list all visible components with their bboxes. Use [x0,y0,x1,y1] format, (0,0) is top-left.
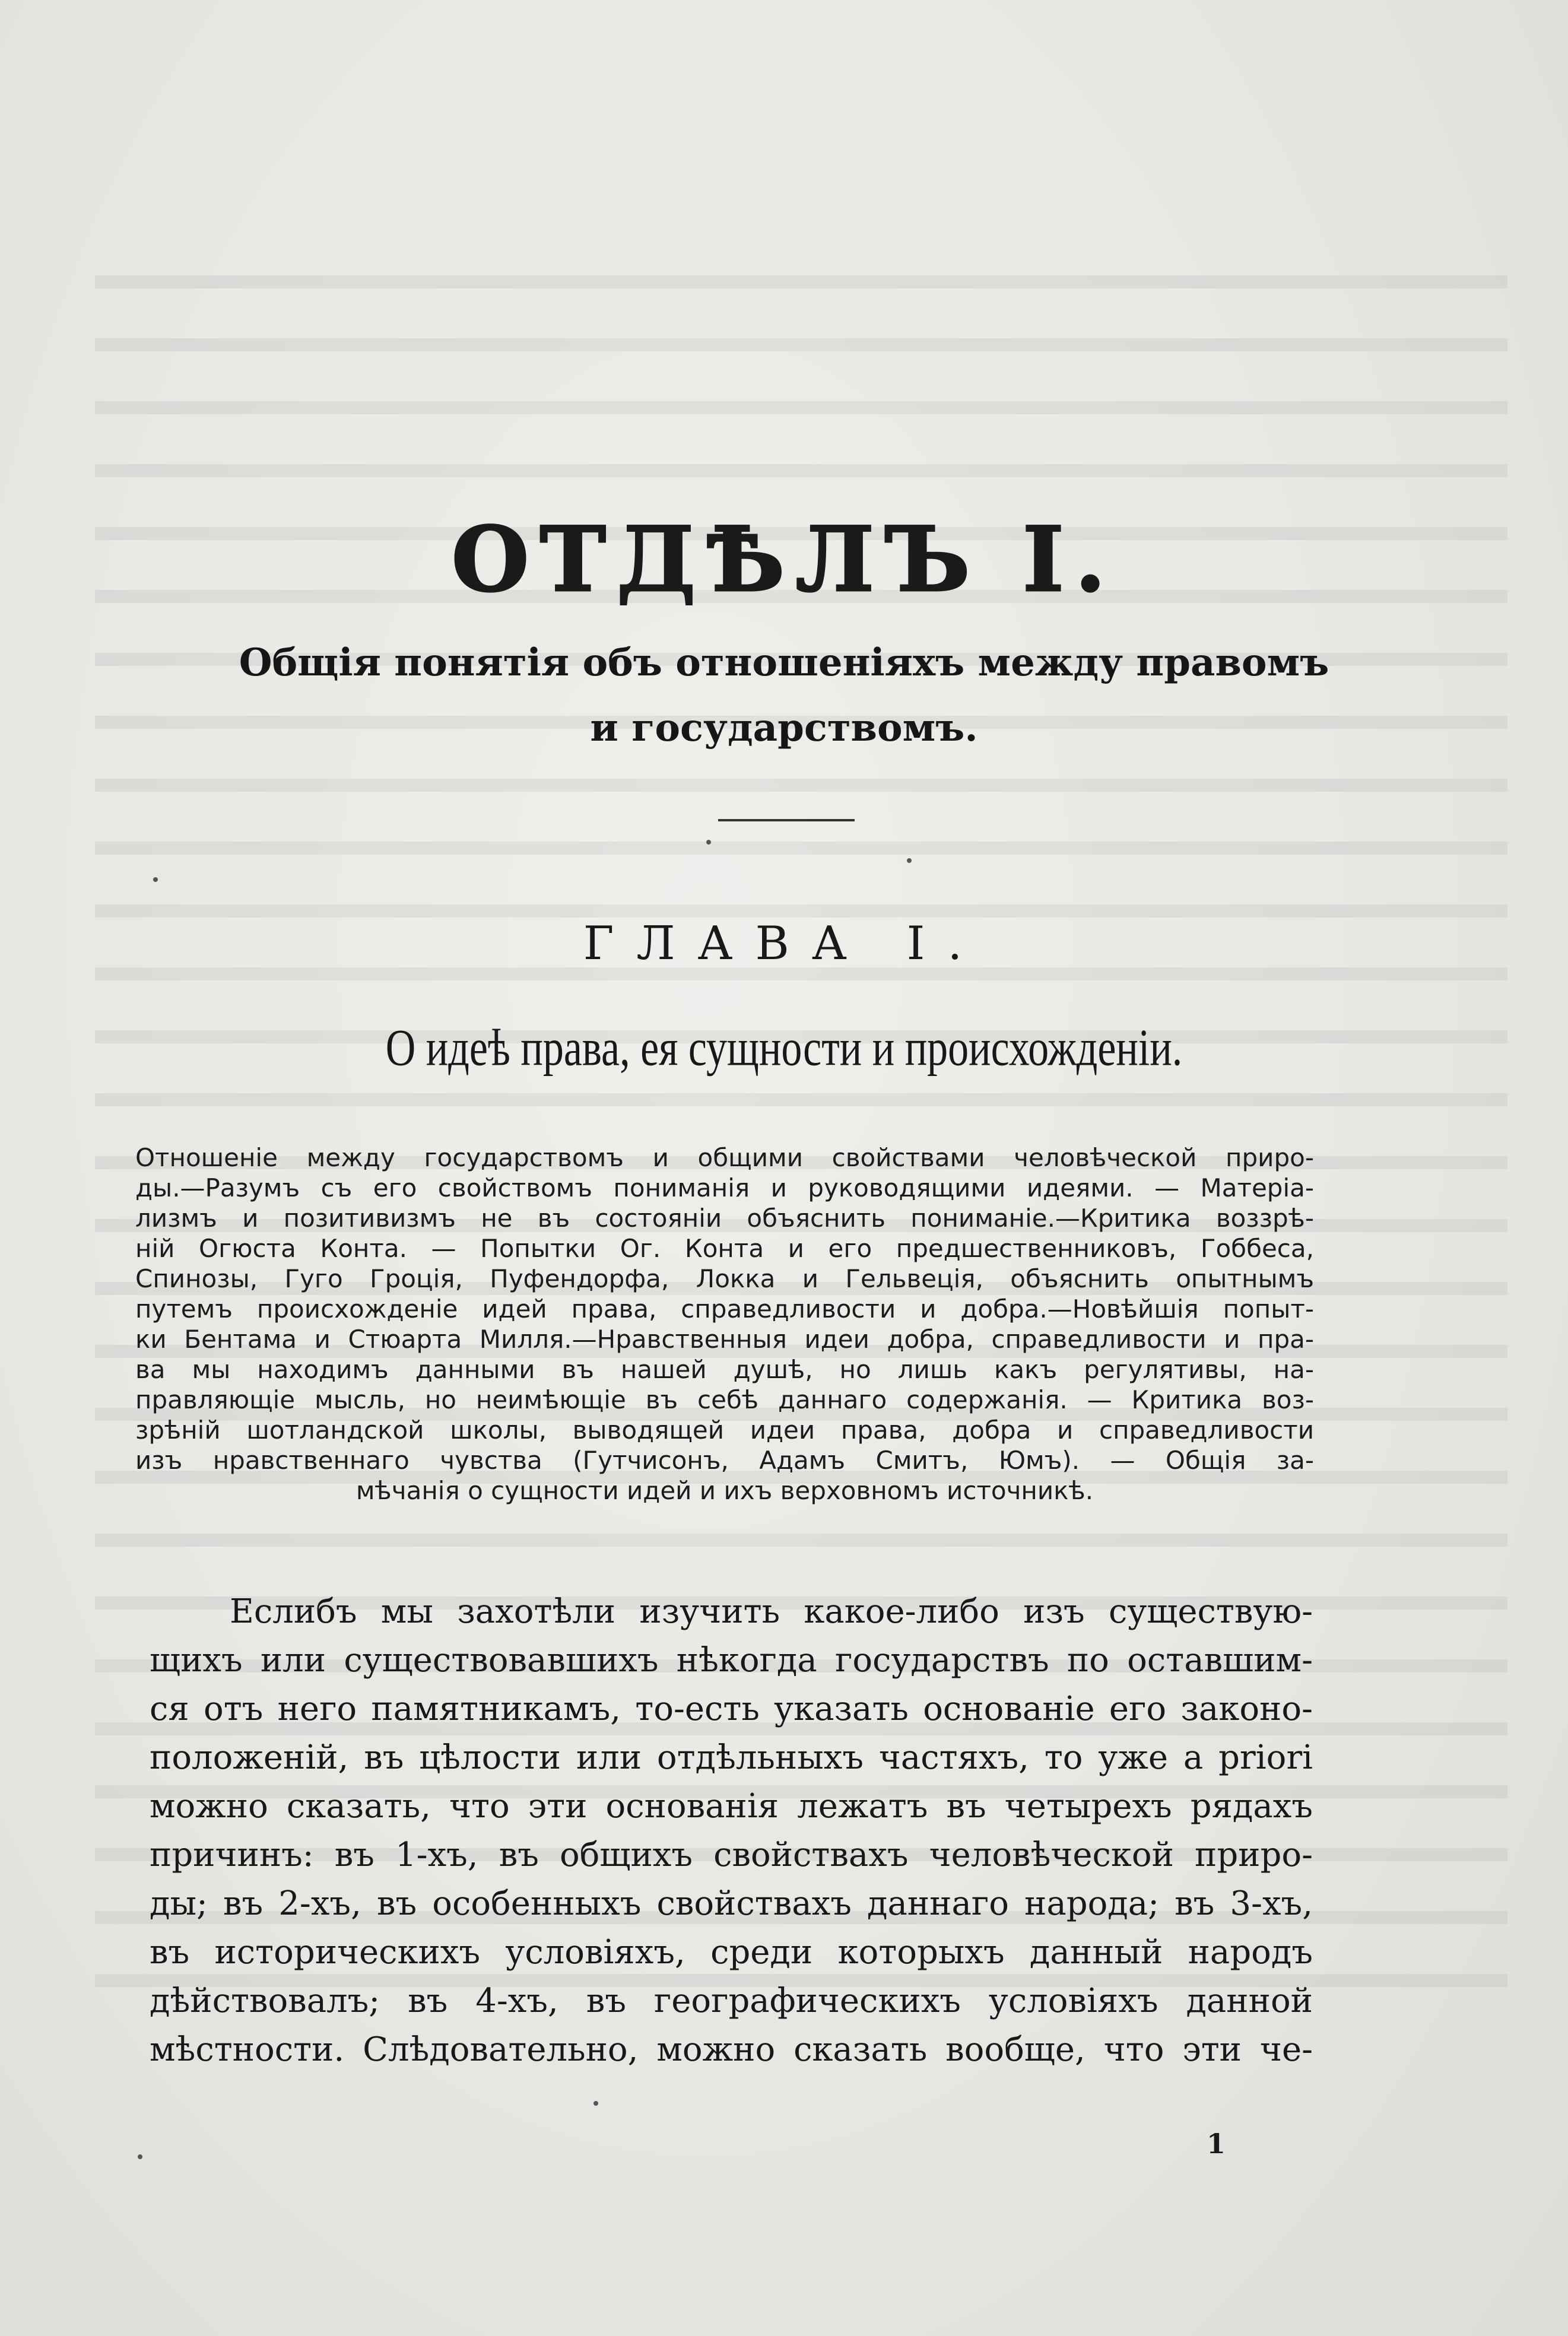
chapter-summary [135,1142,1314,1506]
section-subtitle-line-2: и государствомъ. [590,706,978,750]
body-paragraph [150,1588,1313,2074]
summary-line: ды.—Разумъ съ его свойствомъ пониманiя и руководящими идеями. — Матерiа- [135,1173,1314,1202]
body-line: ды; въ 2-хъ, въ особенныхъ свойствахъ даннаго народа; въ 3-хъ, [150,1884,1313,1923]
section-title: ОТДѢЛЪ I. [451,507,1117,612]
body-line: ся отъ него памятникамъ, то-есть указать основанiе его законо- [150,1690,1313,1728]
ink-speck [138,2154,142,2159]
ink-speck [706,840,711,845]
ink-speck [907,858,912,863]
body-line: положенiй, въ цѣлости или отдѣльныхъ частяхъ, то уже a priori [150,1738,1313,1777]
body-line: въ историческихъ условiяхъ, среди которыхъ данный народъ [150,1933,1313,1972]
summary-line: Спинозы, Гуго Гроцiя, Пуфендорфа, Локка и Гельвецiя, объяснить опытнымъ [135,1264,1314,1293]
summary-line: нiй Огюста Конта. — Попытки Ог. Конта и его предшественниковъ, Гоббеса, [135,1234,1314,1263]
summary-line: зрѣнiй шотландской школы, выводящей идеи права, добра и справедливости [135,1415,1314,1445]
summary-line: изъ нравственнаго чувства (Гутчисонъ, Адамъ Смитъ, Юмъ). — Общiя за- [135,1446,1314,1475]
chapter-label: ГЛАВА I. [583,917,985,970]
body-line: дѣйствовалъ; въ 4-хъ, въ географическихъ условiяхъ данной [150,1982,1313,2020]
ink-speck [153,877,158,882]
chapter-title: О идеѣ права, ея сущности и происхожденiи. [385,1020,1183,1077]
summary-line: Отношенiе между государствомъ и общими свойствами человѣческой приро- [135,1143,1314,1172]
summary-line: ки Бентама и Стюарта Милля.—Нравственныя идеи добра, справедливости и пра- [135,1325,1314,1354]
ink-speck [593,2101,598,2106]
body-line: мѣстности. Слѣдовательно, можно сказать вообще, что эти че- [150,2030,1313,2069]
body-line: Еслибъ мы захотѣли изучить какое-либо изъ существую- [230,1592,1313,1631]
body-line: можно сказать, что эти основанiя лежатъ въ четырехъ рядахъ [150,1787,1313,1826]
summary-line: правляющiе мысль, но неимѣющiе въ себѣ даннаго содержанiя. — Критика воз- [135,1385,1314,1414]
summary-line: путемъ происхожденiе идей права, справедливости и добра.—Новѣйшiя попыт- [135,1294,1314,1323]
page-number: 1 [1207,2128,1226,2160]
section-subtitle-line-1: Общiя понятiя объ отношенiяхъ между правомъ [239,640,1329,685]
body-line: щихъ или существовавшихъ нѣкогда государствъ по оставшим- [150,1641,1313,1680]
body-line: причинъ: въ 1-хъ, въ общихъ свойствахъ человѣческой приро- [150,1836,1313,1874]
summary-line: ва мы находимъ данными въ нашей душѣ, но лишь какъ регулятивы, на- [135,1355,1314,1384]
summary-line: лизмъ и позитивизмъ не въ состоянiи объяснить пониманiе.—Критика воззрѣ- [135,1204,1314,1233]
divider-rule [718,819,855,821]
summary-line: мѣчанiя о сущности идей и ихъ верховномъ источникѣ. [356,1476,1094,1505]
